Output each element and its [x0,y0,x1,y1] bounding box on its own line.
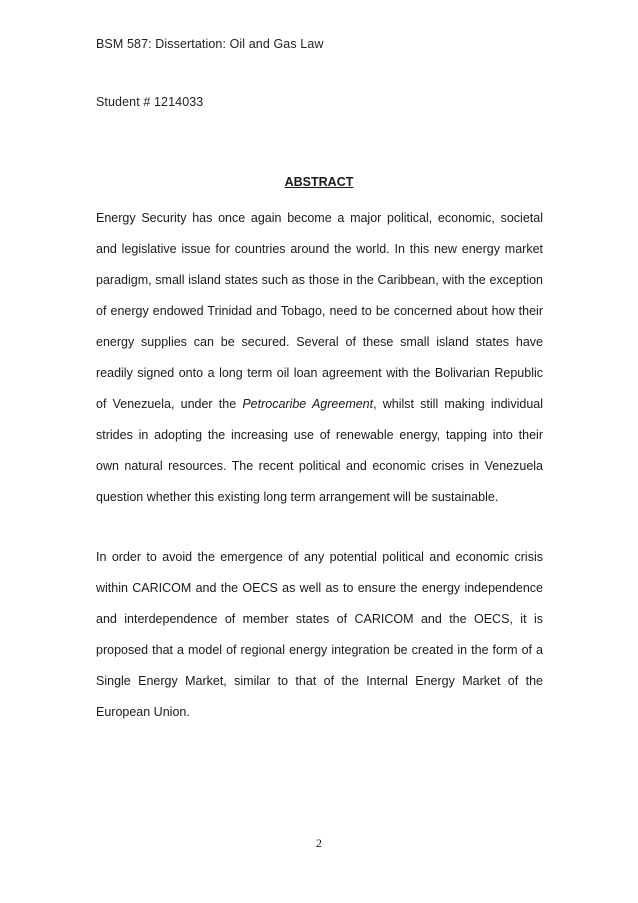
abstract-paragraph-1 [96,203,543,513]
abstract-paragraph-2: In order to avoid the emergence of any potential political and economic crisis within CARICOM and the OECS as well as to ensure the energy independence and interdependence of member states of CARICOM and the OECS, it is proposed that a model of regional energy integration be created in the form of a Single Energy Market, similar to that of the Internal Energy Market of the European Union. [96,550,543,719]
abstract-title: ABSTRACT [284,175,354,189]
paragraph-1-text-end: , whilst still making individual strides in adopting the increasing use of renewable energy, tapping into their own natural resources. The recent political and economic crises in Venezuela question whether this existing long term arrangement will be sustainable. [96,397,543,504]
paragraph-1-text-start: Energy Security has once again become a major political, economic, societal and legislative issue for countries around the world. In this new energy market paradigm, small island states such as those in the Caribbean, with the exception of energy endowed Trinidad and Tobago, need to be concerned about how their energy supplies can be secured. Several of these small island states have readily signed onto a long term oil loan agreement with the Bolivarian Republic of Venezuela, under the [96,211,543,411]
student-number: Student # 1214033 [96,95,204,109]
course-header: BSM 587: Dissertation: Oil and Gas Law [96,37,324,51]
petrocaribe-agreement-italic: Petrocaribe Agreement [242,397,374,411]
page-number: 2 [316,836,322,850]
